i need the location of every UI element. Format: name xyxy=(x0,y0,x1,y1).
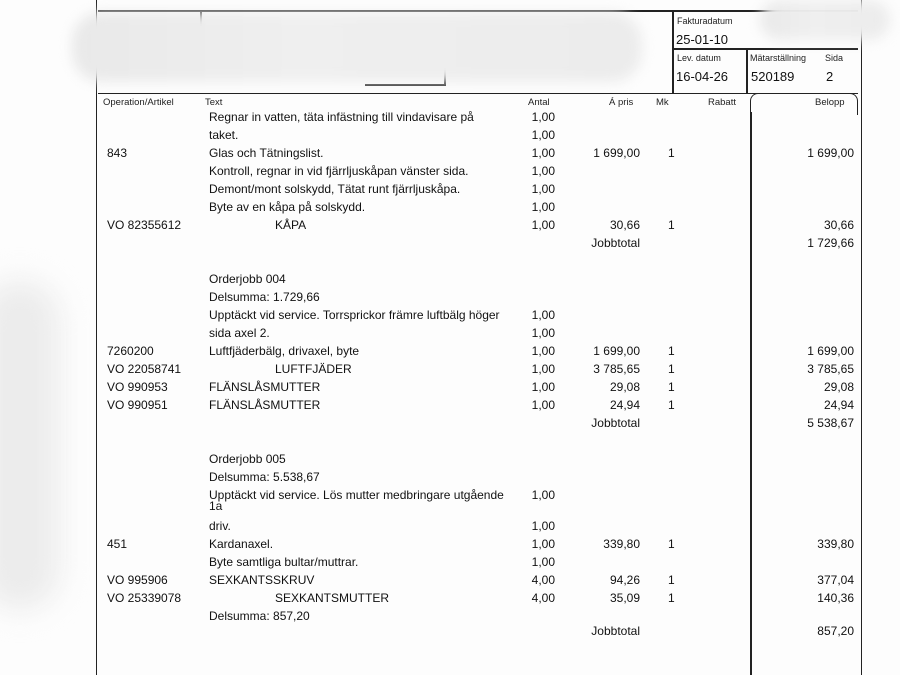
line-text: Kontroll, regnar in vid fjärrljuskåpan vänster sida. xyxy=(209,164,469,178)
line-pris: 3 785,65 xyxy=(593,362,640,376)
line-pris: 339,80 xyxy=(603,537,640,551)
line-text: Luftfjäderbälg, drivaxel, byte xyxy=(209,344,360,358)
invoice-line xyxy=(0,434,900,452)
line-operation: VO 82355612 xyxy=(107,218,182,232)
invoice-line xyxy=(0,591,900,609)
line-mk: 1 xyxy=(668,537,675,551)
line-belopp: 1 699,00 xyxy=(807,146,854,160)
invoice-line xyxy=(0,218,900,236)
line-antal: 1,00 xyxy=(531,380,555,394)
invoice-line xyxy=(0,272,900,290)
line-mk: 1 xyxy=(668,362,675,376)
invoice-line xyxy=(0,470,900,488)
header-divider xyxy=(365,84,445,86)
line-text: Orderjobb 004 xyxy=(209,272,286,286)
line-antal: 1,00 xyxy=(531,362,555,376)
invoice-line xyxy=(0,326,900,344)
line-text: sida axel 2. xyxy=(209,326,270,340)
line-mk: 1 xyxy=(668,344,675,358)
line-mk: 1 xyxy=(668,573,675,587)
line-operation: VO 25339078 xyxy=(107,591,182,605)
line-text: Glas och Tätningslist. xyxy=(209,146,324,160)
line-operation: VO 995906 xyxy=(107,573,168,587)
line-text-continued: 1a xyxy=(209,499,223,513)
line-text: SEXKANTSMUTTER xyxy=(275,591,390,605)
jobbtotal-value: 857,20 xyxy=(817,624,854,638)
invoice-line xyxy=(0,290,900,308)
line-text: Byte av en kåpa på solskydd. xyxy=(209,200,366,214)
line-text: SEXKANTSSKRUV xyxy=(209,573,315,587)
line-antal: 1,00 xyxy=(531,344,555,358)
line-operation: VO 22058741 xyxy=(107,362,182,376)
fakturadatum-value: 25-01-10 xyxy=(676,32,729,47)
line-antal: 1,00 xyxy=(531,164,555,178)
footer-jobbtotal-row xyxy=(0,624,900,642)
line-mk: 1 xyxy=(668,380,675,394)
line-antal: 1,00 xyxy=(531,308,555,322)
line-text: taket. xyxy=(209,128,239,142)
line-antal: 1,00 xyxy=(531,146,555,160)
invoice-line xyxy=(0,362,900,380)
invoice-line xyxy=(0,573,900,591)
line-text: FLÄNSLÅSMUTTER xyxy=(209,398,321,412)
line-antal: 1,00 xyxy=(531,488,555,502)
line-antal: 1,00 xyxy=(531,110,555,124)
line-text: Regnar in vatten, täta infästning till vindavisare på xyxy=(209,110,474,124)
line-antal: 1,00 xyxy=(531,326,555,340)
header-divider xyxy=(746,50,748,94)
line-operation: 843 xyxy=(107,146,128,160)
invoice-line xyxy=(0,236,900,254)
invoice-line xyxy=(0,110,900,128)
line-pris: 1 699,00 xyxy=(593,146,640,160)
invoice-line xyxy=(0,416,900,434)
line-pris: 24,94 xyxy=(609,398,640,412)
line-pris: 35,09 xyxy=(609,591,640,605)
line-pris: Jobbtotal xyxy=(591,236,640,250)
line-text: Upptäckt vid service. Torrsprickor främre luftbälg höger xyxy=(209,308,500,322)
header-divider xyxy=(672,48,858,50)
lev-datum-value: 16-04-26 xyxy=(676,69,729,84)
column-rabatt: Rabatt xyxy=(708,97,736,108)
redacted-area xyxy=(72,12,642,82)
line-operation: 7260200 xyxy=(107,344,154,358)
invoice-line xyxy=(0,398,900,416)
line-antal: 1,00 xyxy=(531,218,555,232)
line-text: Delsumma: 1.729,66 xyxy=(209,290,320,304)
line-text: KÅPA xyxy=(275,218,307,232)
line-pris: 30,66 xyxy=(609,218,640,232)
invoice-line xyxy=(0,254,900,272)
sida-value: 2 xyxy=(826,69,834,84)
invoice-line xyxy=(0,128,900,146)
line-operation: 451 xyxy=(107,537,128,551)
line-belopp: 3 785,65 xyxy=(807,362,854,376)
line-text: driv. xyxy=(209,519,231,533)
column-antal: Antal xyxy=(528,97,550,108)
invoice-line xyxy=(0,308,900,326)
column-pris: Á pris xyxy=(609,97,634,108)
line-belopp: 24,94 xyxy=(823,398,854,412)
column-text: Text xyxy=(205,97,223,108)
lev-datum-label: Lev. datum xyxy=(677,53,721,63)
invoice-line xyxy=(0,452,900,470)
line-belopp: 140,36 xyxy=(817,591,854,605)
line-mk: 1 xyxy=(668,146,675,160)
header-divider xyxy=(672,10,674,94)
invoice-line xyxy=(0,164,900,182)
line-antal: 1,00 xyxy=(531,537,555,551)
line-belopp: 30,66 xyxy=(823,218,854,232)
line-antal: 1,00 xyxy=(531,519,555,533)
line-pris: 94,26 xyxy=(609,573,640,587)
invoice-line xyxy=(0,555,900,573)
column-operation: Operation/Artikel xyxy=(103,97,174,108)
redacted-area xyxy=(760,0,890,40)
line-belopp: 1 699,00 xyxy=(807,344,854,358)
invoice-line xyxy=(0,537,900,555)
line-text: LUFTFJÄDER xyxy=(275,362,352,376)
invoice-line xyxy=(0,146,900,164)
column-mk: Mk xyxy=(656,97,669,108)
column-belopp: Belopp xyxy=(815,97,845,108)
line-operation: VO 990953 xyxy=(107,380,168,394)
line-mk: 1 xyxy=(668,398,675,412)
invoice-line xyxy=(0,380,900,398)
matarstallning-label: Mätarställning xyxy=(750,53,807,63)
line-belopp: 339,80 xyxy=(817,537,854,551)
jobbtotal-label: Jobbtotal xyxy=(591,624,640,638)
fakturadatum-label: Fakturadatum xyxy=(677,16,733,26)
line-antal: 4,00 xyxy=(531,573,555,587)
line-antal: 1,00 xyxy=(531,182,555,196)
line-antal: 1,00 xyxy=(531,200,555,214)
invoice-line xyxy=(0,488,900,518)
line-belopp: 29,08 xyxy=(823,380,854,394)
line-text: Orderjobb 005 xyxy=(209,452,286,466)
invoice-line xyxy=(0,519,900,537)
line-antal: 1,00 xyxy=(531,398,555,412)
invoice-line xyxy=(0,344,900,362)
line-text: Delsumma: 857,20 xyxy=(209,609,310,623)
line-text: Demont/mont solskydd, Tätat runt fjärrljuskåpa. xyxy=(209,182,461,196)
line-antal: 4,00 xyxy=(531,591,555,605)
line-pris: Jobbtotal xyxy=(591,416,640,430)
invoice-line xyxy=(0,182,900,200)
line-text: Upptäckt vid service. Lös mutter medbringare utgående xyxy=(209,488,504,502)
line-pris: 1 699,00 xyxy=(593,344,640,358)
line-belopp: 1 729,66 xyxy=(807,236,854,250)
line-mk: 1 xyxy=(668,591,675,605)
line-antal: 1,00 xyxy=(531,128,555,142)
line-belopp: 377,04 xyxy=(817,573,854,587)
line-pris: 29,08 xyxy=(609,380,640,394)
invoice-line xyxy=(0,200,900,218)
matarstallning-value: 520189 xyxy=(751,69,795,84)
line-mk: 1 xyxy=(668,218,675,232)
line-belopp: 5 538,67 xyxy=(807,416,854,430)
line-text: Byte samtliga bultar/muttrar. xyxy=(209,555,359,569)
line-text: FLÄNSLÅSMUTTER xyxy=(209,380,321,394)
sida-label: Sida xyxy=(825,53,844,63)
line-antal: 1,00 xyxy=(531,555,555,569)
line-text: Kardanaxel. xyxy=(209,537,274,551)
line-operation: VO 990951 xyxy=(107,398,168,412)
line-text: Delsumma: 5.538,67 xyxy=(209,470,320,484)
